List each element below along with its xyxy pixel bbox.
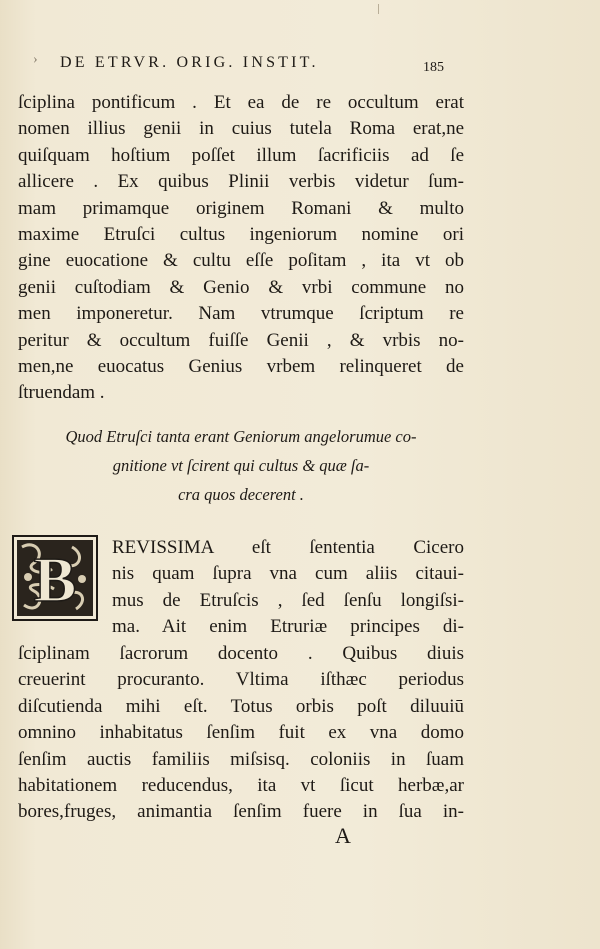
text-line: ſciplinam ſacrorum docento . Quibus diuis — [18, 643, 464, 664]
text-line: bores,fruges, animantia ſenſim fuere in ſua in- — [18, 801, 464, 823]
text-line: mam primamque originem Romani & multo — [18, 197, 464, 219]
text-line: nis quam ſupra vna cum aliis citaui- — [112, 563, 464, 585]
text-line: REVISSIMA eſt ſententia Cicero — [112, 537, 464, 558]
paragraph-2 — [18, 641, 464, 826]
title-line: Quod Etruſci tanta erant Geniorum angelorumue co- — [65, 427, 417, 446]
text-line: mus de Etruſcis , ſed ſenſu longiſsi- — [112, 589, 464, 611]
text-line: ma. Ait enim Etruriæ principes di- — [112, 616, 464, 638]
text-line: peritur & occultum fuiſſe Genii , & vrbis no- — [18, 329, 464, 351]
running-head: DE ETRVR. ORIG. INSTIT. — [60, 54, 319, 71]
title-line: gnitione vt ſcirent qui cultus & quæ ſa- — [112, 456, 370, 475]
page-number: 185 — [423, 60, 444, 75]
text-line: ſciplina pontificum . Et ea de re occultum erat — [18, 92, 464, 113]
text-line: genii cuſtodiam & Genio & vrbi commune no — [18, 276, 464, 298]
top-rule-mark — [378, 4, 379, 14]
text-line: men imponeretur. Nam vtrumque ſcriptum re — [18, 303, 464, 325]
text-line: omnino inhabitatus ſenſim fuit ex vna domo — [18, 722, 464, 744]
text-line: quiſquam hoſtium poſſet illum ſacrificiis ad ſe — [18, 144, 464, 166]
paragraph-2-intro — [112, 535, 464, 641]
text-line: ſtruendam . — [18, 382, 105, 404]
text-line: creuerint procuranto. Vltima iſthæc periodus — [18, 669, 464, 691]
text-line: men,ne euocatus Genius vrbem relinqueret de — [18, 355, 464, 377]
decorated-initial-icon — [12, 535, 98, 621]
section-title — [18, 422, 464, 509]
text-line: allicere . Ex quibus Plinii verbis videtur ſum- — [18, 171, 464, 193]
text-line: maxime Etruſci cultus ingeniorum nomine ori — [18, 223, 464, 245]
corner-mark: › — [33, 52, 38, 67]
signature-mark: A — [335, 823, 351, 848]
text-line: habitationem reducendus, ita vt ſicut herbæ,ar — [18, 774, 464, 796]
text-line: ſenſim auctis familiis miſsisq. coloniis in ſuam — [18, 748, 464, 770]
paragraph-1 — [18, 90, 464, 407]
text-line: diſcutienda mihi eſt. Totus orbis poſt diluuiū — [18, 695, 464, 717]
text-line: gine euocatione & cultu eſſe poſitam , ita vt ob — [18, 250, 464, 272]
text-line: nomen illius genii in cuius tutela Roma erat,ne — [18, 118, 464, 140]
title-line: cra quos decerent . — [178, 485, 304, 504]
drop-cap-letter: B — [33, 544, 77, 615]
